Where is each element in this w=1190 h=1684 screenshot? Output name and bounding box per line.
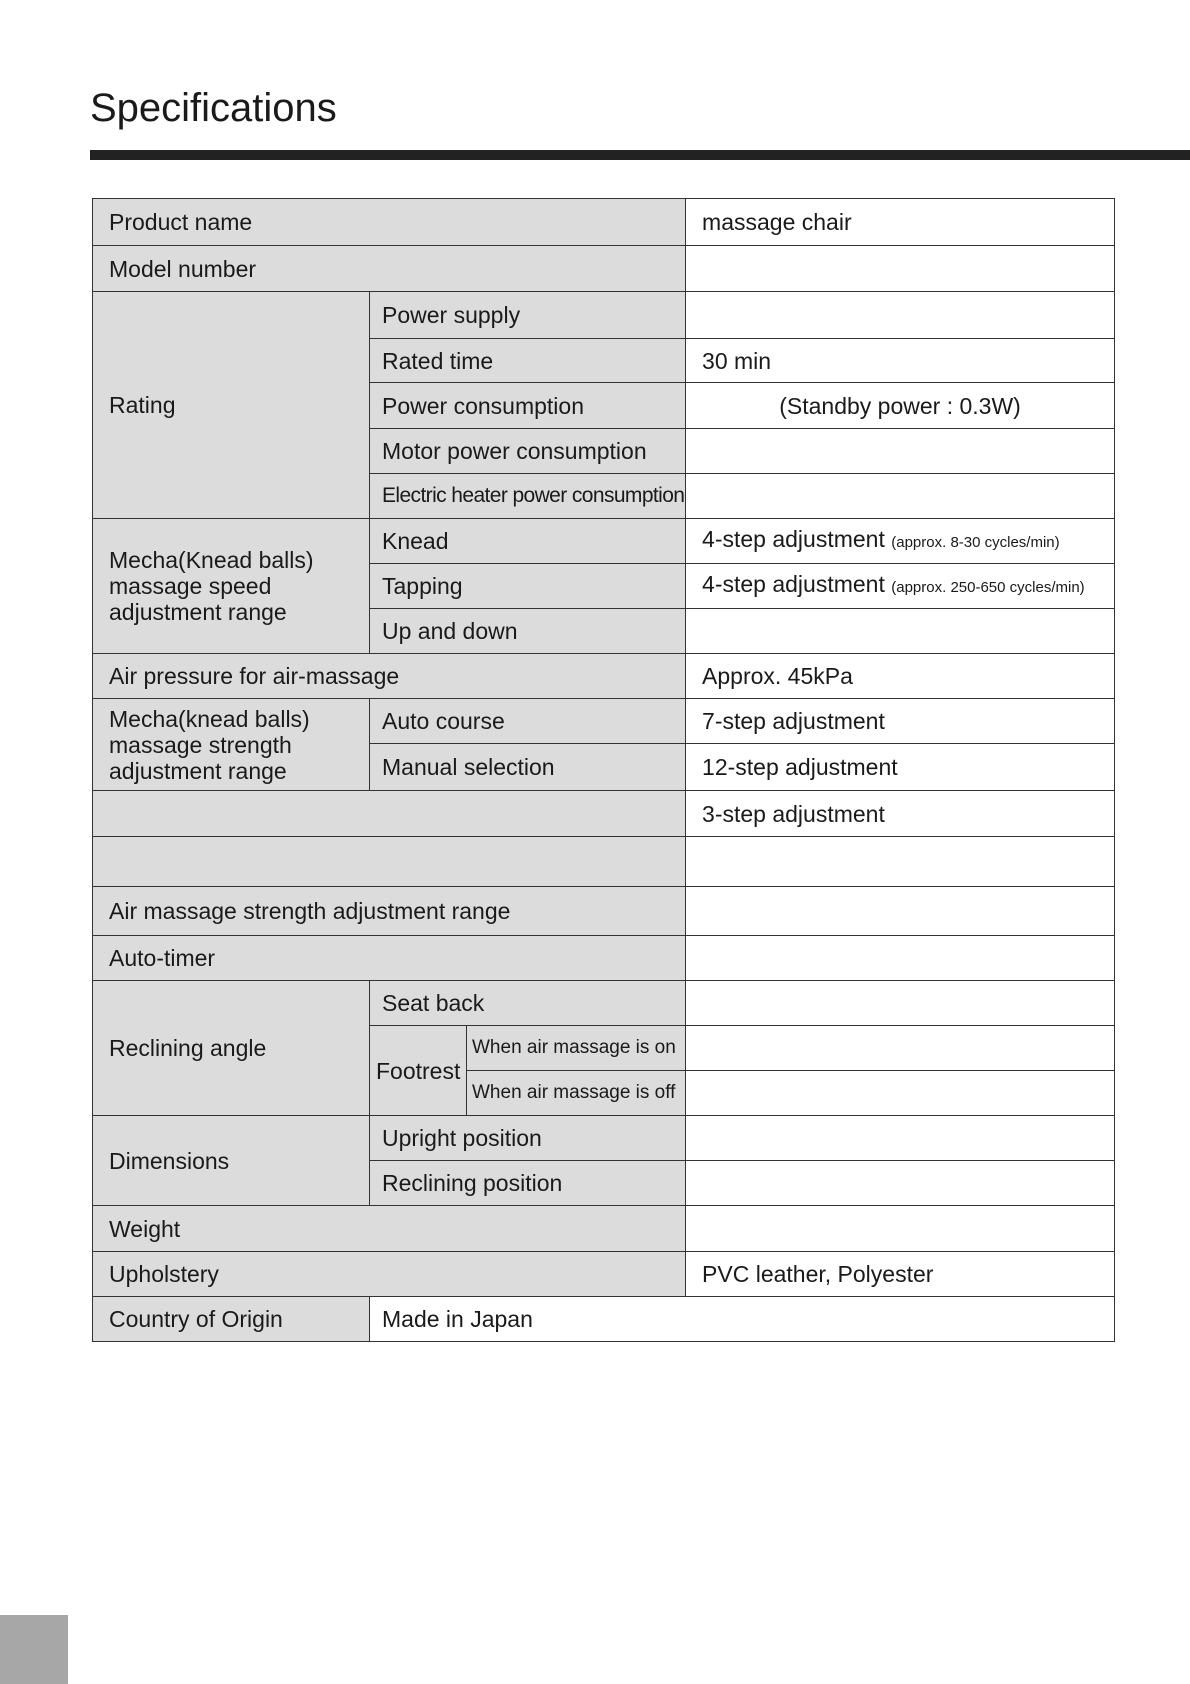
air-on-label: When air massage is on <box>467 1026 686 1071</box>
knead-label: Knead <box>370 519 686 564</box>
auto-timer-label: Auto-timer <box>93 936 686 981</box>
power-consumption-label: Power consumption <box>370 383 686 429</box>
reclining-position-value <box>686 1161 1115 1206</box>
knead-value-text: 4-step adjustment <box>702 526 885 552</box>
air-pressure-label: Air pressure for air-massage <box>93 654 686 699</box>
model-number-label: Model number <box>93 246 686 292</box>
product-name-value: massage chair <box>686 199 1115 246</box>
row-upholstery <box>93 1252 1115 1297</box>
up-down-label: Up and down <box>370 609 686 654</box>
seat-back-label: Seat back <box>370 981 686 1026</box>
air-pressure-value: Approx. 45kPa <box>686 654 1115 699</box>
row-air-strength <box>93 887 1115 936</box>
page-corner-tab <box>0 1615 68 1684</box>
row-upright <box>93 1116 1115 1161</box>
blank-2-label <box>93 837 686 887</box>
tapping-value-text: 4-step adjustment <box>702 571 885 597</box>
motor-power-value <box>686 429 1115 474</box>
strength-range-label: Mecha(knead balls) massage strength adjustment range <box>93 699 370 791</box>
reclining-angle-label: Reclining angle <box>93 981 370 1116</box>
model-number-value <box>686 246 1115 292</box>
power-consumption-value: (Standby power : 0.3W) <box>686 383 1115 429</box>
upholstery-label: Upholstery <box>93 1252 686 1297</box>
tapping-note: (approx. 250-650 cycles/min) <box>891 579 1085 596</box>
rated-time-label: Rated time <box>370 339 686 383</box>
row-product-name <box>93 199 1115 246</box>
power-supply-label: Power supply <box>370 292 686 339</box>
auto-course-value: 7-step adjustment <box>686 699 1115 744</box>
row-seat-back <box>93 981 1115 1026</box>
weight-label: Weight <box>93 1206 686 1252</box>
country-of-origin-value: Made in Japan <box>370 1297 1115 1342</box>
row-blank-2 <box>93 837 1115 887</box>
country-of-origin-label: Country of Origin <box>93 1297 370 1342</box>
tapping-label: Tapping <box>370 564 686 609</box>
blank-1-label <box>93 791 686 837</box>
rating-label: Rating <box>93 292 370 519</box>
air-on-value <box>686 1026 1115 1071</box>
heater-power-label: Electric heater power consumption <box>370 474 686 519</box>
air-strength-value <box>686 887 1115 936</box>
blank-1-value: 3-step adjustment <box>686 791 1115 837</box>
air-strength-label: Air massage strength adjustment range <box>93 887 686 936</box>
knead-note: (approx. 8-30 cycles/min) <box>891 534 1060 551</box>
weight-value <box>686 1206 1115 1252</box>
auto-course-label: Auto course <box>370 699 686 744</box>
tapping-value <box>686 564 1115 609</box>
product-name-label: Product name <box>93 199 686 246</box>
air-off-label: When air massage is off <box>467 1071 686 1116</box>
row-auto-course <box>93 699 1115 744</box>
up-down-value <box>686 609 1115 654</box>
manual-selection-value: 12-step adjustment <box>686 744 1115 791</box>
auto-timer-value <box>686 936 1115 981</box>
power-supply-value <box>686 292 1115 339</box>
speed-range-label: Mecha(Knead balls) massage speed adjustment range <box>93 519 370 654</box>
air-off-value <box>686 1071 1115 1116</box>
heater-power-value <box>686 474 1115 519</box>
manual-selection-label: Manual selection <box>370 744 686 791</box>
reclining-position-label: Reclining position <box>370 1161 686 1206</box>
knead-value <box>686 519 1115 564</box>
upholstery-value: PVC leather, Polyester <box>686 1252 1115 1297</box>
row-weight <box>93 1206 1115 1252</box>
blank-2-value <box>686 837 1115 887</box>
rated-time-value: 30 min <box>686 339 1115 383</box>
row-air-pressure <box>93 654 1115 699</box>
row-blank-1 <box>93 791 1115 837</box>
footrest-label: Footrest <box>370 1026 467 1116</box>
specifications-table <box>92 198 1115 1342</box>
row-country-of-origin <box>93 1297 1115 1342</box>
motor-power-label: Motor power consumption <box>370 429 686 474</box>
page-title: Specifications <box>90 86 337 130</box>
upright-value <box>686 1116 1115 1161</box>
row-power-supply <box>93 292 1115 339</box>
title-rule <box>90 150 1190 160</box>
dimensions-label: Dimensions <box>93 1116 370 1206</box>
seat-back-value <box>686 981 1115 1026</box>
row-auto-timer <box>93 936 1115 981</box>
row-model-number <box>93 246 1115 292</box>
upright-label: Upright position <box>370 1116 686 1161</box>
row-knead <box>93 519 1115 564</box>
